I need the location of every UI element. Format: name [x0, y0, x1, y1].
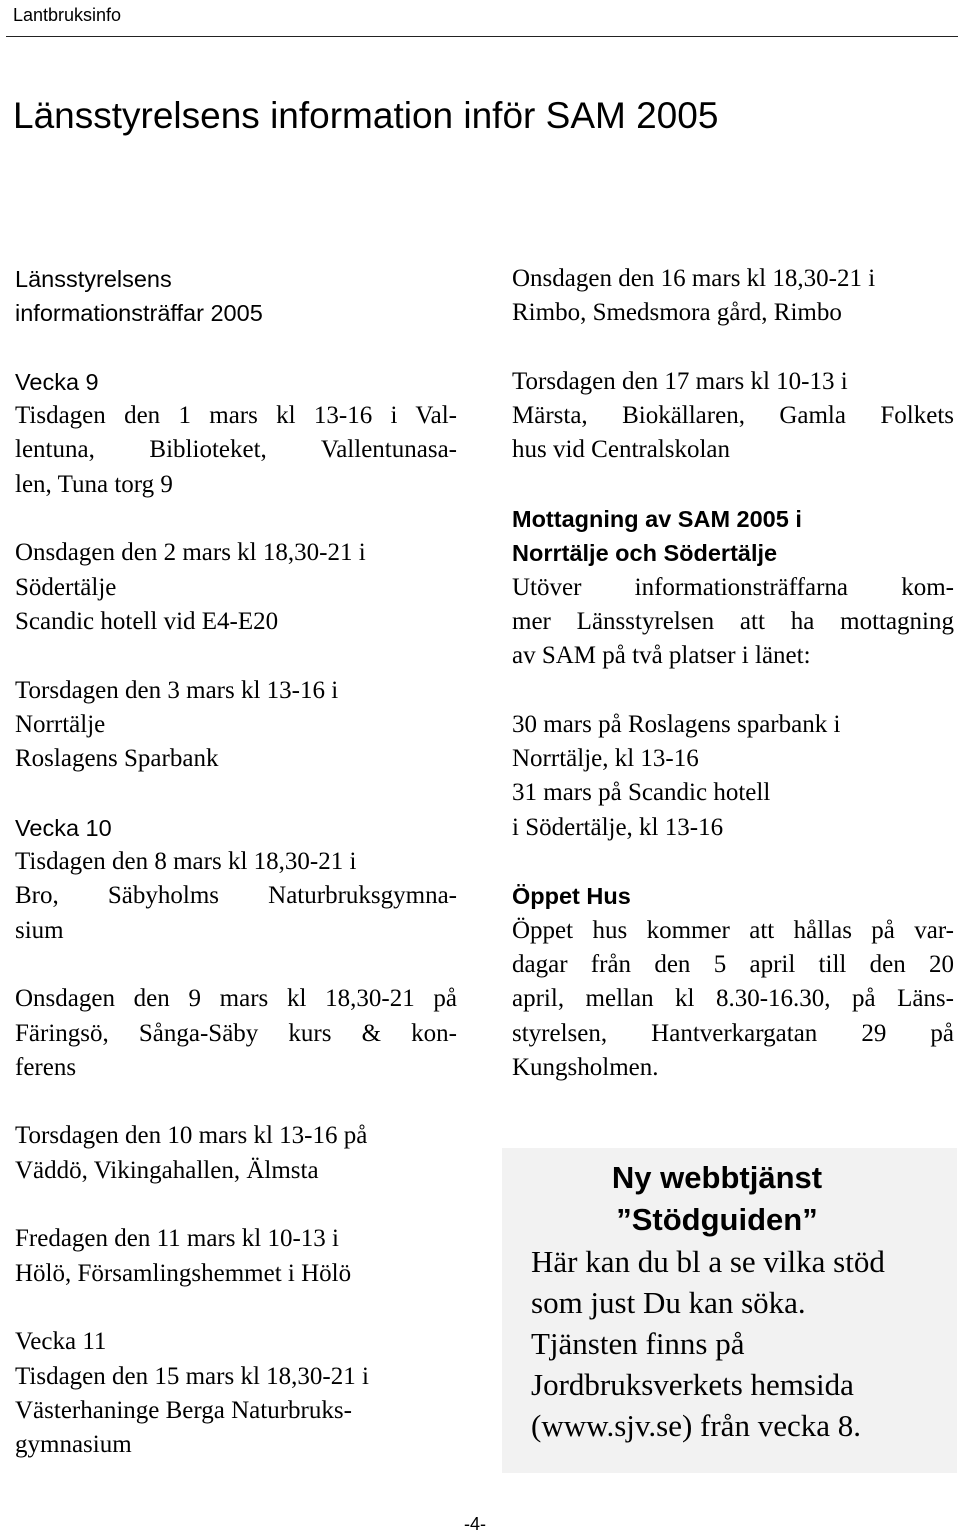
meeting-line: gymnasium [15, 1431, 132, 1459]
meeting-line: Södertälje [15, 573, 117, 601]
week-10-block [15, 811, 457, 1291]
meeting-line: Tisdagen den 8 mars kl 18,30-21 i [15, 848, 357, 876]
page-title: Länsstyrelsens information inför SAM 2005 [13, 95, 719, 136]
info-box-text: (www.sjv.se) från vecka 8. [531, 1408, 861, 1443]
week-label: Vecka 11 [15, 1328, 107, 1356]
reception-date: 31 mars på Scandic hotell [512, 779, 771, 807]
meeting-item [15, 982, 457, 1085]
meeting-line: Norrtälje [15, 710, 106, 738]
meeting-line: Roslagens Sparbank [15, 745, 219, 773]
meeting-line: len, Tuna torg 9 [15, 470, 173, 498]
week-label: Vecka 10 [15, 814, 112, 841]
meeting-line: Onsdagen den 9 mars kl 18,30-21 på [15, 985, 457, 1013]
open-house-heading: Öppet Hus [512, 883, 631, 910]
meeting-line: Rimbo, Smedsmora gård, Rimbo [512, 299, 842, 327]
meeting-line: Färingsö, Sånga-Säby kurs & kon- [15, 1019, 457, 1047]
right-column [512, 262, 954, 1085]
reception-text: av SAM på två platser i länet: [512, 642, 811, 670]
meeting-line: Onsdagen den 2 mars kl 18,30-21 i [15, 539, 366, 567]
info-box-text: Tjänsten finns på [531, 1326, 745, 1361]
open-house-text: Öppet hus kommer att hållas på var- [512, 916, 954, 944]
meeting-item [15, 1360, 457, 1463]
meeting-line: Tisdagen den 1 mars kl 13-16 i Val- [15, 402, 457, 430]
open-house-text: styrelsen, Hantverkargatan 29 på [512, 1019, 954, 1047]
page-number: -4- [464, 1514, 486, 1534]
meeting-line: Torsdagen den 10 mars kl 13-16 på [15, 1122, 368, 1150]
info-box-text: Jordbruksverkets hemsida [531, 1367, 854, 1402]
reception-text: Utöver informationsträffarna kom- [512, 573, 954, 601]
meeting-item [512, 365, 954, 468]
week-11-block [15, 1325, 457, 1462]
meeting-item [15, 845, 457, 948]
reception-text: mer Länsstyrelsen att ha mottagning [512, 607, 954, 635]
meeting-line: Onsdagen den 16 mars kl 18,30-21 i [512, 265, 876, 292]
meeting-item [512, 262, 954, 331]
heading-line: Länsstyrelsens [15, 266, 172, 292]
reception-section [512, 502, 954, 845]
meeting-line: Bro, Säbyholms Naturbruksgymna- [15, 882, 457, 910]
reception-date: 30 mars på Roslagens sparbank i [512, 710, 841, 738]
week-9-block [15, 365, 457, 777]
open-house-text: Kungsholmen. [512, 1053, 659, 1081]
section-heading [15, 262, 457, 331]
meeting-line: Hölö, Församlingshemmet i Hölö [15, 1259, 352, 1287]
reception-date: Norrtälje, kl 13-16 [512, 745, 699, 773]
meeting-line: Märsta, Biokällaren, Gamla Folkets [512, 402, 954, 430]
open-house-text: dagar från den 5 april till den 20 [512, 950, 954, 978]
header-divider [6, 36, 958, 37]
reception-date: i Södertälje, kl 13-16 [512, 813, 724, 841]
heading-line: informationsträffar 2005 [15, 300, 263, 327]
info-box-subtitle: ”Stödguiden” [616, 1202, 818, 1237]
reception-heading: Norrtälje och Södertälje [512, 540, 778, 567]
meeting-line: lentuna, Biblioteket, Vallentunasa- [15, 436, 457, 464]
meeting-line: Fredagen den 11 mars kl 10-13 i [15, 1225, 339, 1253]
meeting-line: Torsdagen den 17 mars kl 10-13 i [512, 367, 848, 395]
meeting-item [15, 674, 457, 777]
publication-label: Lantbruksinfo [13, 5, 122, 25]
meeting-line: Scandic hotell vid E4-E20 [15, 607, 279, 635]
open-house-section [512, 879, 954, 1085]
meeting-line: Väddö, Vikingahallen, Älmsta [15, 1156, 319, 1184]
meeting-item [15, 399, 457, 502]
meeting-line: Västerhaninge Berga Naturbruks- [15, 1396, 352, 1424]
open-house-text: april, mellan kl 8.30-16.30, på Läns- [512, 985, 954, 1013]
meeting-line: hus vid Centralskolan [512, 436, 731, 464]
week-label: Vecka 9 [15, 368, 99, 395]
meeting-line: Tisdagen den 15 mars kl 18,30-21 i [15, 1362, 369, 1390]
reception-heading: Mottagning av SAM 2005 i [512, 506, 802, 533]
info-box-title: Ny webbtjänst [611, 1160, 823, 1195]
stodguiden-info-box [502, 1148, 957, 1473]
meeting-line: Torsdagen den 3 mars kl 13-16 i [15, 676, 339, 704]
left-column [15, 262, 457, 1462]
info-box-text: Här kan du bl a se vilka stöd [531, 1244, 885, 1279]
meeting-line: sium [15, 916, 64, 944]
meeting-item [15, 1119, 457, 1188]
meeting-item [15, 1222, 457, 1291]
info-box-text: som just Du kan söka. [531, 1285, 806, 1320]
meeting-item [15, 536, 457, 639]
meeting-line: ferens [15, 1053, 77, 1081]
